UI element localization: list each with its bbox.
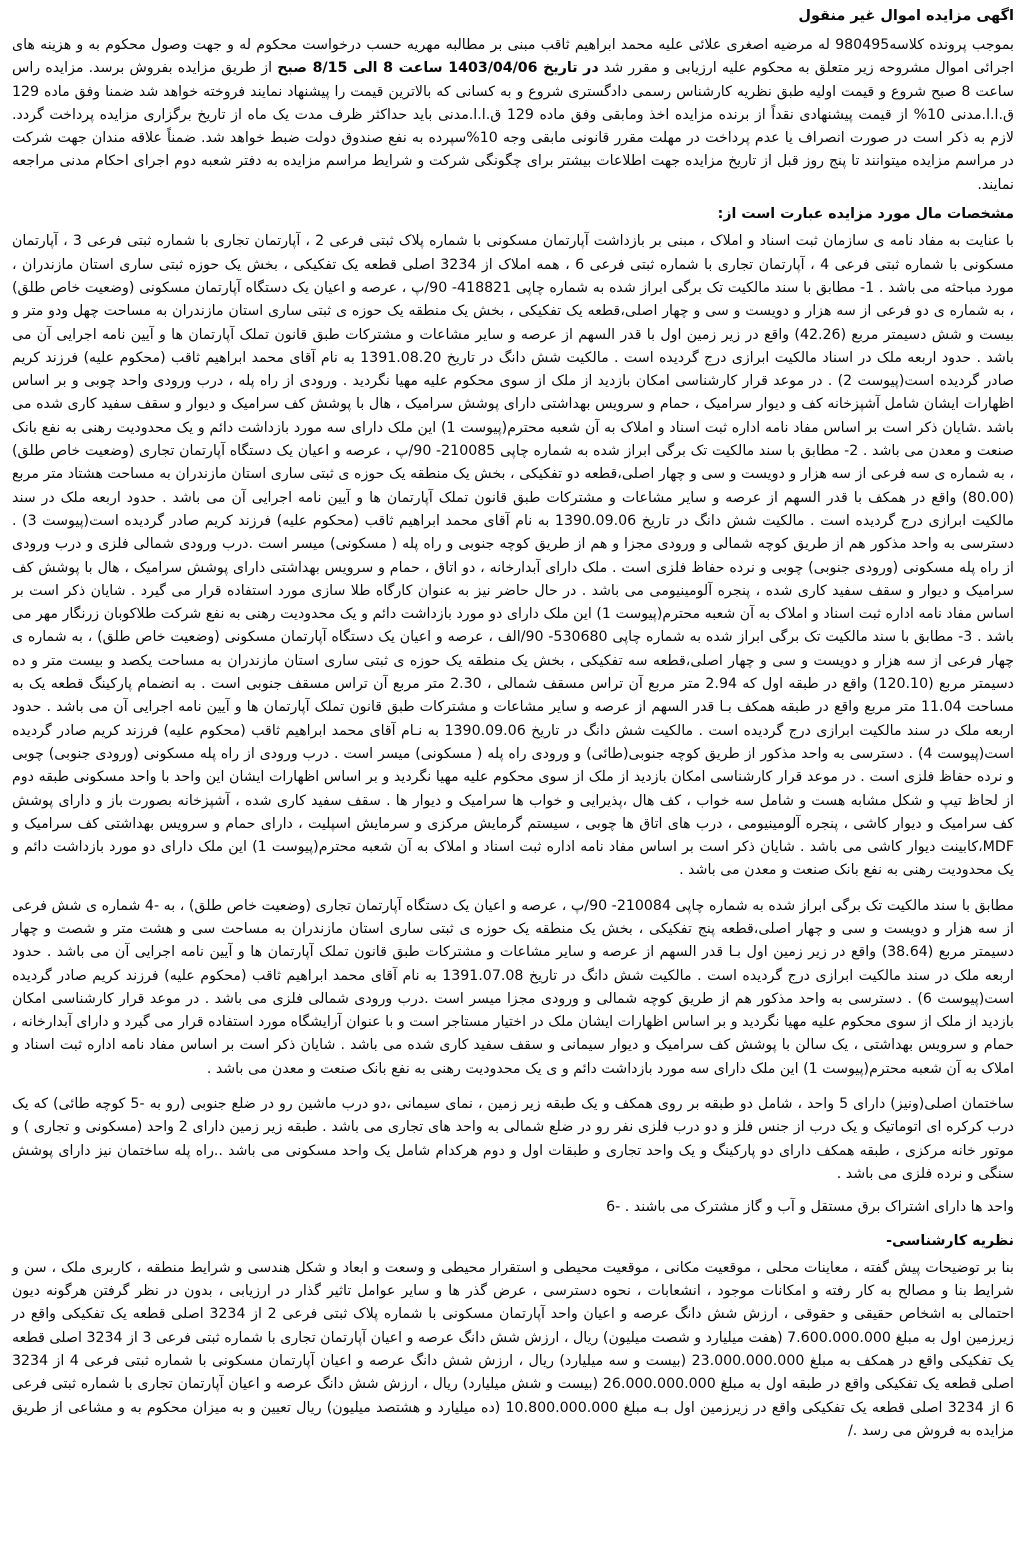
spec-paragraph-6: واحد ها دارای اشتراک برق مستقل و آب و گاز مشترک می باشند . -6	[606, 1199, 1014, 1216]
expert-opinion	[12, 1257, 1014, 1443]
specs-heading: مشخصات مال مورد مزایده عبارت است از:	[717, 206, 1014, 223]
intro-text-part1: بموجب پرونده کلاسه980495 له مرضیه اصغری علائی علیه محمد ابراهیم ثاقب مبنی بر مطالبه مهریه حسب درخواست محکوم له و جهت وصول محکوم به و هزینه های اجرائی اموال مشروحه زیر متعلق به محکوم علیه ارزیابی و مقرر شد	[12, 37, 1014, 77]
intro-text-part2: از طریق مزایده بفروش برسد. مزایده راس ساعت 8 صبح شروع و قیمت اولیه طبق نظریه کارشناس رسمی دادگستری شروع و به کسانی که بالاترین قیمت را پیشنهاد نمایند فروخته خواهد شد ضمنا وفق ماده 129 ق.ا.ا.مدنی 10% از قیمت پیشنهادی نقداً از برنده مزایده اخذ ومابقی وفق ماده 129 ق.ا.ا.مدنی باید حداکثر ظرف مدت یک ماه از تاریخ برگزاری مزایده پرداخت گردد. لازم به ذکر است در صورت انصراف یا عدم پرداخت در مهلت مقرر قانونی مابقی وجه 10%سپرده به نفع صندوق دولت ضبط خواهد شد. ضمناً علاقه مندان جهت شرکت در مراسم مزایده میتوانند تا پنج روز قبل از تاریخ مزایده جهت اطلاعات بیشتر برای چگونگی شرکت و شرایط مراسم مزایده به دفتر شعبه دوم اجرای احکام مدنی مراجعه نمایند.	[12, 60, 1014, 193]
auction-date-time: در تاریخ 1403/04/06 ساعت 8 الی 8/15 صبح	[277, 60, 599, 77]
expert-heading: نظریه کارشناسی-	[886, 1232, 1014, 1249]
property-specs	[12, 230, 1014, 1219]
spec-paragraph-1-3: با عنایت به مفاد نامه ی سازمان ثبت اسناد و املاک ، مبنی بر بازداشت آپارتمان مسکونی با شماره پلاک ثبتی فرعی 2 ، آپارتمان تجاری با شماره ثبتی فرعی 3 ، آپارتمان مسکونی با شماره ثبتی فرعی 4 ، آپارتمان تجاری با شماره ثبتی فرعی 6 ، همه املاک از 3234 اصلی قطعه یک تفکیکی ، بخش یک حوزه ثبتی ساری استان مازندران ، مورد مباحثه می باشد . 1- مطابق با سند مالکیت تک برگی ابراز شده به شماره چاپی 418821- 90/پ ، عرصه و اعیان یک دستگاه آپارتمان مسکونی (وضعیت خاص طلق) ، به شماره ی دو فرعی از سه هزار و دویست و سی و چهار اصلی،قطعه یک تفکیکی ، بخش یک منطقه یک حوزه ی ثبتی ساری استان مازندران به مساحت چهل ودو متر و بیست و شش دسیمتر مربع (42.26) واقع در زیر زمین اول با قدر السهم از عرصه و سایر مشاعات و مشترکات طبق قانون تملک آپارتمان ها و آیین نامه اجرایی آن می باشد . حدود اربعه ملک در اسناد مالکیت ابرازی درج گردیده است . مالکیت شش دانگ در تاریخ 1391.08.20 به نام آقای محمد ابراهیم ثاقب (محکوم علیه) فرزند کریم صادر گردیده است(پیوست 2) . در موعد قرار کارشناسی امکان بازدید از ملک از سوی محکوم علیه مهیا نگردید . ورودی از راه پله ، درب ورودی واحد چوبی و بر اساس اظهارات ایشان شامل آشپزخانه کف و دیوار سرامیک ، حمام و سرویس بهداشتی دارای پوشش سرامیک ، هال با پوشش کف سرامیک و دیوار و سقف سفید کاری شده می باشد .شایان ذکر است بر اساس مفاد نامه اداره ثبت اسناد و املاک به آن شعبه محترم(پیوست 1) این ملک دارای سه مورد بازداشت دائم و یک محدودیت رهنی به نفع بانک صنعت و معدن می باشد . 2- مطابق با سند مالکیت تک برگی ابراز شده به شماره چاپی 210085- 90/پ ، عرصه و اعیان یک دستگاه آپارتمان تجاری (وضعیت خاص طلق) ، به شماره ی سه فرعی از سه هزار و دویست و سی و چهار اصلی،قطعه دو تفکیکی ، بخش یک منطقه یک حوزه ی ثبتی ساری استان مازندران به مساحت هشتاد متر مربع (80.00) واقع در همکف با قدر السهم از عرصه و سایر مشاعات و مشترکات طبق قانون تملک آپارتمان ها و آیین نامه اجرایی آن می باشد . حدود اربعه ملک در سند مالکیت ابرازی درج گردیده است . مالکیت شش دانگ در تاریخ 1390.09.06 به نام آقای محمد ابراهیم ثاقب (محکوم علیه) فرزند کریم صادر گردیده است(پیوست 3) . دسترسی به واحد مذکور هم از طریق کوچه شمالی و ورودی مجزا و هم از طریق کوچه جنوبی و راه پله ( مسکونی) میسر است .درب ورودی شمالی فلزی و درب ورودی از راه پله مسکونی (ورودی جنوبی) چوبی و نرده حفاظ فلزی است . ملک دارای آبدارخانه ، دو اتاق ، حمام و سرویس بهداشتی دارای پوشش سرامیک ، هال با پوشش کف سرامیک و دیوار و سقف سفید کاری شده ، پنجره آلومینیومی می باشد . در حال حاضر نیز به عنوان کارگاه طلا سازی مورد استفاده قرار می گیرد . شایان ذکر است بر اساس مفاد نامه اداره ثبت اسناد و املاک به آن شعبه محترم(پیوست 1) این ملک دارای دو مورد بازداشت دائم و یک محدودیت رهنی به نفع شرکت طلاکوبان زرنگار مهر می باشد . 3- مطابق با سند مالکیت تک برگی ابراز شده به شماره چاپی 530680- 90/الف ، عرصه و اعیان یک دستگاه آپارتمان مسکونی (وضعیت خاص طلق) ، به شماره ی چهار فرعی از سه هزار و دویست و سی و چهار اصلی،قطعه سه تفکیکی ، بخش یک منطقه یک حوزه ی ثبتی ساری استان مازندران به مساحت یکصد و بیست متر و ده دسیمتر مربع (120.10) واقع در طبقه اول که 2.94 متر مربع آن تراس مسقف شمالی ، 2.30 متر مربع آن تراس مسقف جنوبی است . به انضمام پارکینگ قطعه یک به مساحت 11.04 متر مربع واقع در طبقه همکف بـا قدر السهم از عرصه و سایر مشاعات و مشترکات طبق قانون تملک آپارتمان ها و آیین نامه اجرایی آن می باشد . حدود اربعه ملک در سند مالکیت ابرازی درج گردیده است . مالکیت شش دانگ در تاریخ 1390.09.06 به نـام آقای محمد ابراهیم ثاقب (محکوم علیه) فرزند کریم صادر گردیده است(پیوست 4) . دسترسی به واحد مذکور از طریق کوچه جنوبی(طائی) و ورودی راه پله ( مسکونی) میسر است . درب ورودی از راه پله مسکونی (ورودی جنوبی) چوبی و نرده حفاظ فلزی است . در موعد قرار کارشناسی امکان بازدید از ملک از سوی محکوم علیه مهیا نگردید و بر اساس اظهارات ایشان این واحد با واحد مسکونی طبقه دوم از لحاظ تیپ و شکل مشابه هست و شامل سه خواب ، کف هال ،پذیرایی و خواب ها سرامیک و دیوار ها . سقف سفید کاری شده ، آشپزخانه بصورت باز و دارای پوشش کف سرامیک و دیوار کاشی ، پنجره آلومینیومی ، درب های اتاق ها چوبی ، سیستم گرمایش مرکزی و سرمایش اسپلیت ، دارای حمام و سرویس بهداشتی کف سرامیک و MDF،کابینت دیوار کاشی می باشد . شایان ذکر است بر اساس مفاد نامه اداره ثبت اسناد و املاک به آن شعبه محترم(پیوست 1) این ملک دارای دو مورد بازداشت دائم و یک محدودیت رهنی به نفع بانک صنعت و معدن می باشد .	[12, 233, 1015, 879]
spec-paragraph-4: مطابق با سند مالکیت تک برگی ابراز شده به شماره چاپی 210084- 90/پ ، عرصه و اعیان یک دستگاه آپارتمان تجاری (وضعیت خاص طلق) ، به -4 شماره ی شش فرعی از سه هزار و دویست و سی و چهار اصلی،قطعه پنج تفکیکی ، بخش یک منطقه یک حوزه ی ثبتی ساری استان مازندران به مساحت سی و هشت متر و شصت و چهار دسیمتر مربع (38.64) واقع در زیر زمین اول بـا قدر السهم از عرصه و سایر مشاعات و مشترکات طبق قانون تملک آپارتمان ها و آیین نامه اجرایی آن می باشد . حدود اربعه ملک در سند مالکیت ابرازی درج گردیده است . مالکیت شش دانگ در تاریخ 1391.07.08 به نام آقای محمد ابراهیم ثاقب (محکوم علیه) فرزند کریم صادر گردیده است(پیوست 6) . دسترسی به واحد مذکور هم از طریق کوچه شمالی و ورودی مجزا میسر است .درب ورودی شمالی فلزی می باشد . در موعد قرار کارشناسی امکان بازدید از ملک از سوی محکوم علیه مهیا نگردید و بر اساس اظهارات ایشان ملک در اختیار مستاجر است و با عنوان آرایشگاه مورد استفاده قرار می گیرد و دارای آبدارخانه ، حمام و سرویس بهداشتی ، یک سالن با پوشش کف سرامیک و دیوار سیمانی و سقف سفید کاری شده می باشد . شایان ذکر است بر اساس مفاد نامه اداره ثبت اسناد و املاک به آن شعبه محترم(پیوست 1) این ملک دارای سه مورد بازداشت دائم و ی یک محدودیت رهنی به نفع بانک صنعت و معدن می باشد .	[12, 897, 1015, 1077]
intro-paragraph	[12, 34, 1014, 197]
expert-text: بنا بر توضیحات پیش گفته ، معاینات محلی ، موقعیت مکانی ، موقعیت محیطی و استقرار محیطی و وسعت و ابعاد و شکل هندسی و شرایط منطقه ، کاربری ملک ، سن و شرایط بنا و مصالح به کار رفته و امکانات موجود ، انشعابات ، نحوه دسترسی ، عرض گذر ها و سایر عوامل تاثیر گذار در ارزیابی ، بدون در نظر گرفتن هرگونه دیون احتمالی به اشخاص حقیقی و حقوقی ، ارزش شش دانگ عرصه و اعیان واحد آپارتمان مسکونی با شماره پلاک ثبتی فرعی 2 از 3234 اصلی قطعه یک تفکیکی واقع در زیرزمین اول به مبلغ 7.600.000.000 (هفت میلیارد و شصت میلیون) ریال ، ارزش شش دانگ عرصه و اعیان آپارتمان تجاری با شماره ثبتی فرعی 3 از 3234 اصلی قطعه یک تفکیکی واقع در همکف به مبلغ 23.000.000.000 (بیست و سه میلیارد) ریال ، ارزش شش دانگ عرصه و اعیان آپارتمان مسکونی با شماره ثبتی فرعی 4 از 3234 اصلی قطعه یک تفکیکی واقع در طبقه اول به مبلغ 26.000.000.000 (بیست و شش میلیارد) ریال ، ارزش شش دانگ عرصه و اعیان آپارتمان تجاری با شماره ثبتی فرعی 6 از 3234 اصلی قطعه یک تفکیکی واقع در زیرزمین اول بـه مبلغ 10.800.000.000 (ده میلیارد و هشتصد میلیون) ریال تعیین و به میزان محکوم به و مشاعی از طریق مزایده به فروش می رسد ./	[12, 1259, 1014, 1439]
document-title: اگهی مزایده اموال غیر منقول	[798, 8, 1014, 24]
spec-paragraph-5: ساختمان اصلی(ونیز) دارای 5 واحد ، شامل دو طبقه بر روی همکف و یک طبقه زیر زمین ، نمای سیمانی ،دو درب ماشین رو در ضلع جنوبی (رو به -5 کوچه طائی) که یک درب کرکره ای اتوماتیک و یک درب از جنس فلز و دو درب فلزی نفر رو در ضلع شمالی به واحد های تجاری می باشد . طبقه زیر زمین دارای 2 واحد (مسکونی و تجاری ) و موتور خانه مرکزی ، طبقه همکف دارای دو پارکینگ و یک واحد تجاری و طبقات اول و دوم هرکدام شامل یک واحد مسکونی می باشد ..راه پله ساختمان نیز دارای پوشش سنگی و نرده فلزی می باشد .	[12, 1096, 1014, 1182]
